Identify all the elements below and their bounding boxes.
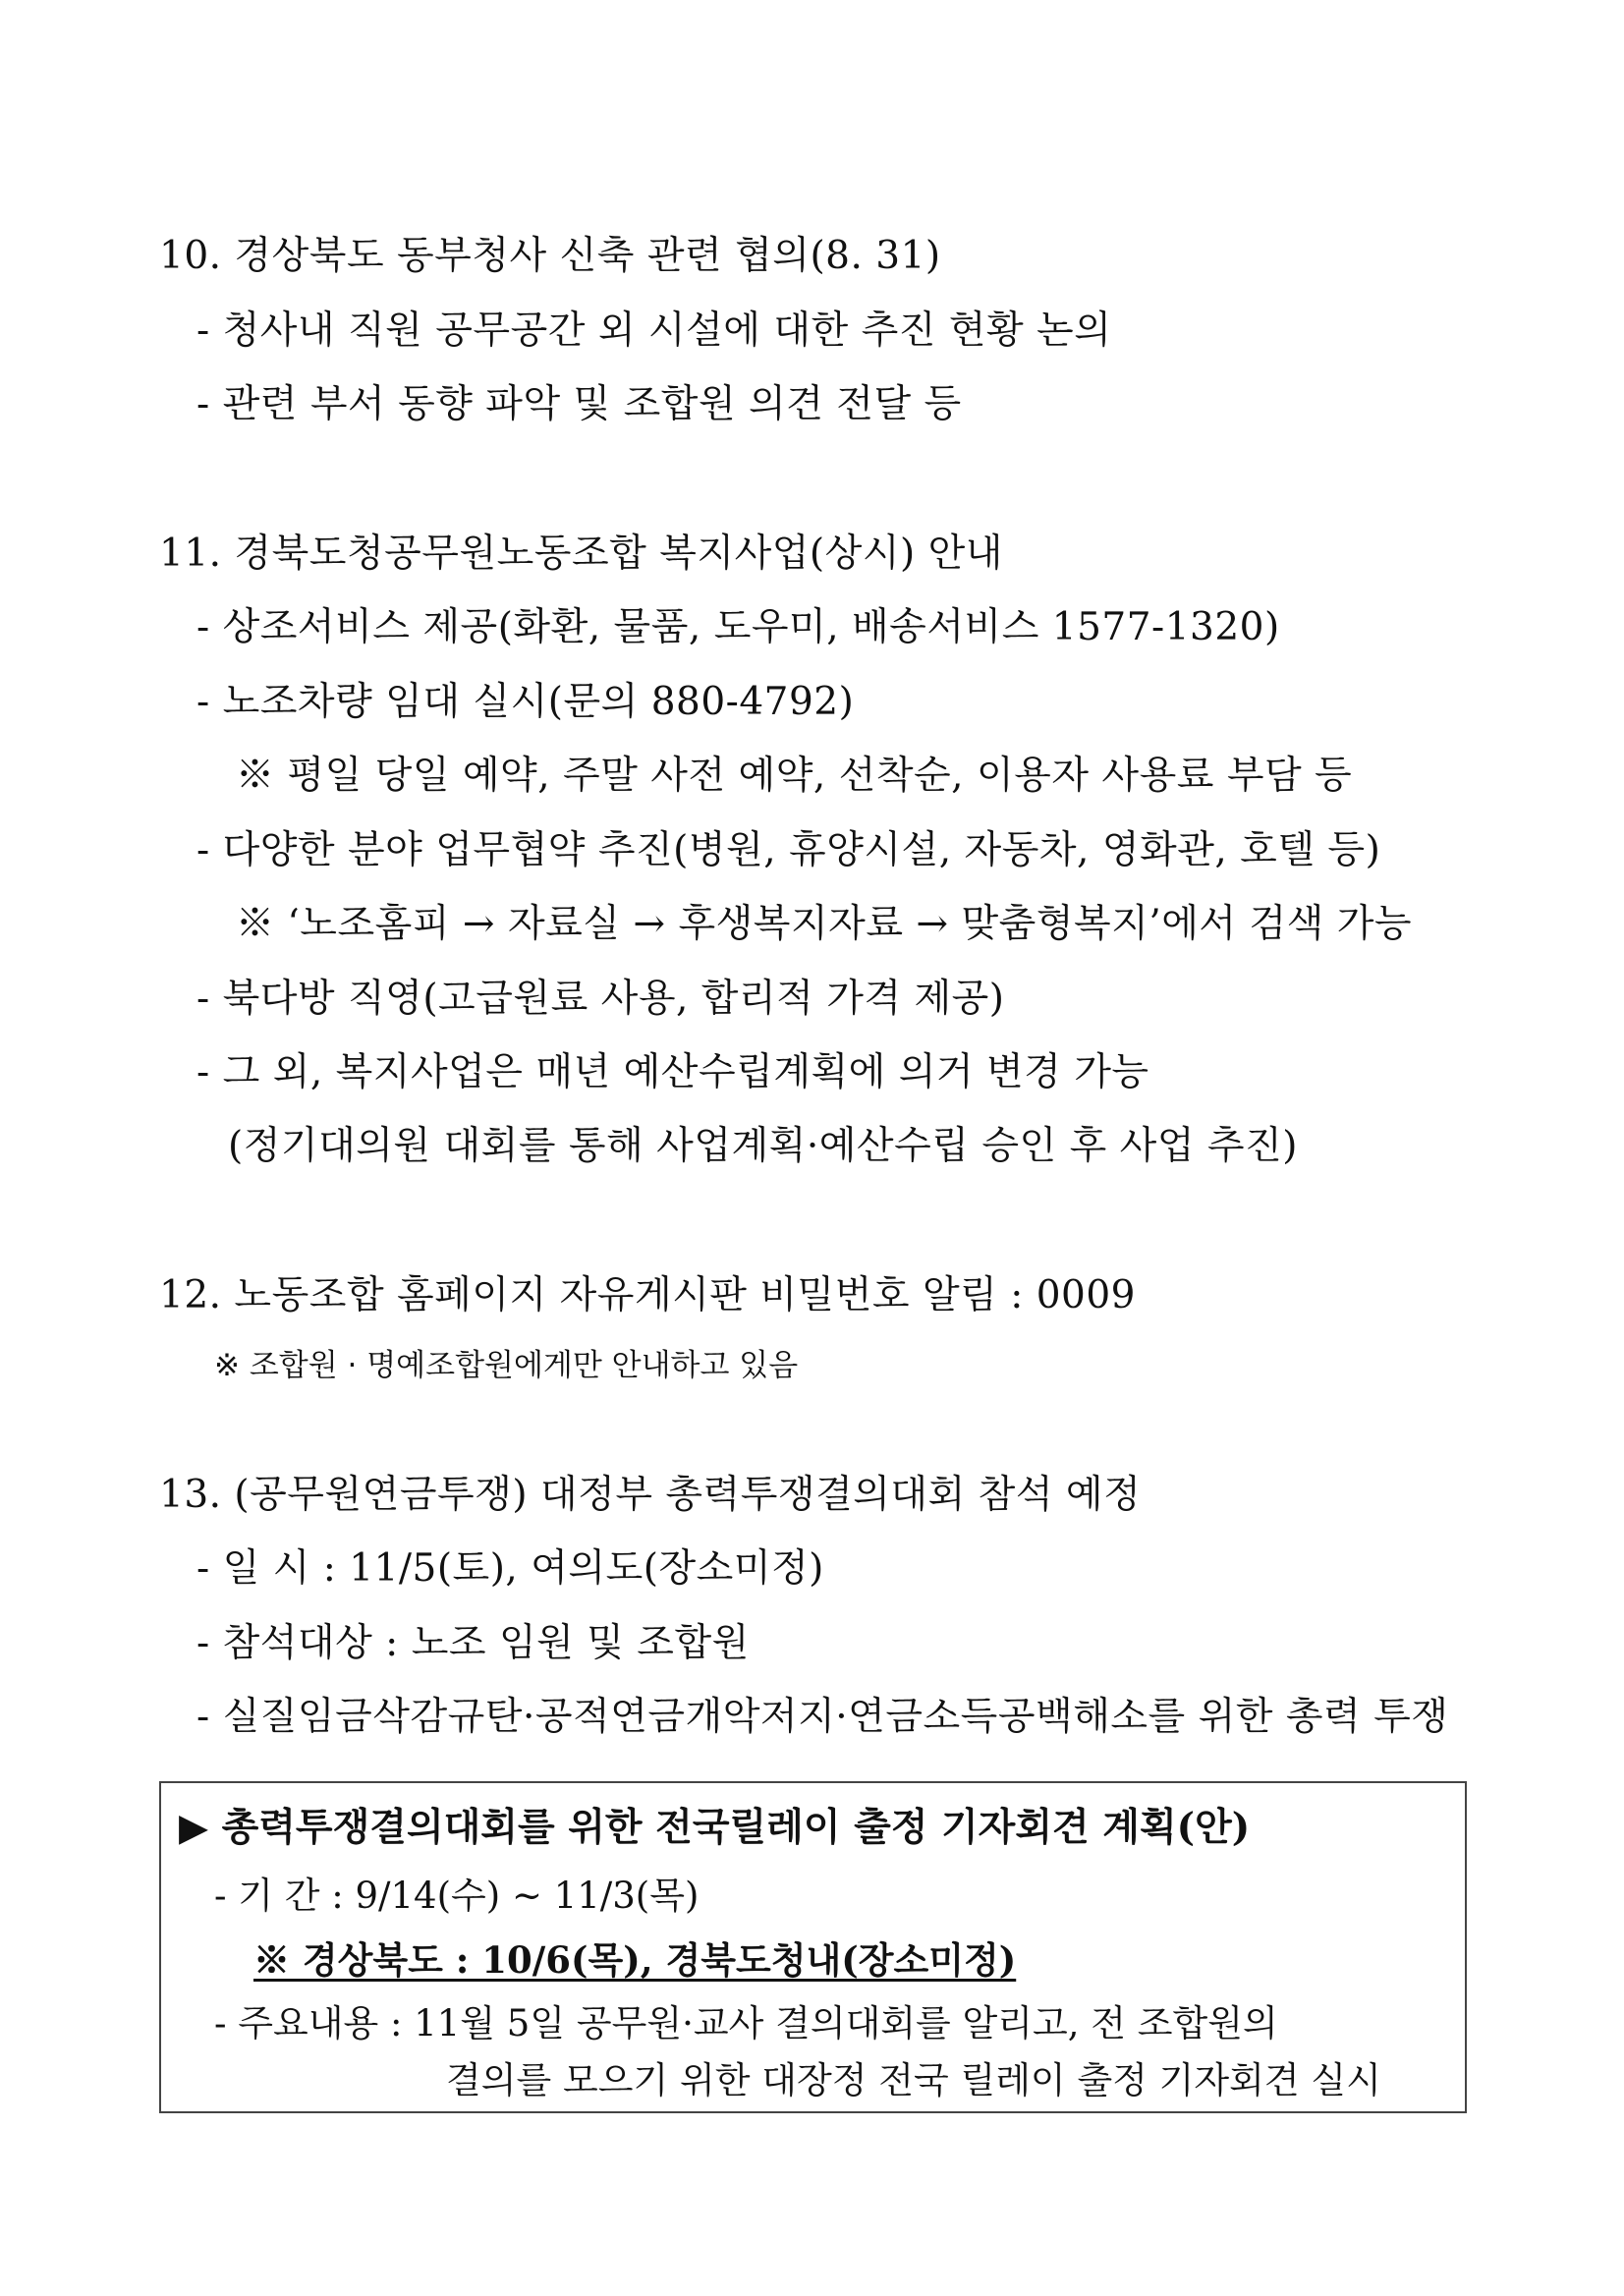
section-12-note: ※ 조합원 · 명예조합원에게만 안내하고 있음 (214, 1348, 799, 1383)
section-11-note-2: ※ ‘노조홈피 → 자료실 → 후생복지자료 → 맞춤형복지’에서 검색 가능 (236, 902, 1413, 946)
plan-box (159, 1781, 1467, 2113)
plan-box-note: ※ 경상북도 : 10/6(목), 경북도청내(장소미정) (253, 1938, 1017, 1982)
section-11-item-5-cont: (정기대의원 대회를 통해 사업계획·예산수립 승인 후 사업 추진) (228, 1124, 1298, 1168)
section-10-item-2: - 관련 부서 동향 파악 및 조합원 의견 전달 등 (196, 382, 962, 426)
section-10-heading: 10. 경상북도 동부청사 신축 관련 협의(8. 31) (159, 234, 941, 278)
section-11-item-1: - 상조서비스 제공(화환, 물품, 도우미, 배송서비스 1577-1320) (196, 605, 1280, 649)
section-11-note-1: ※ 평일 당일 예약, 주말 사전 예약, 선착순, 이용자 사용료 부담 등 (236, 754, 1353, 798)
section-11-item-4: - 북다방 직영(고급원료 사용, 합리적 가격 제공) (196, 977, 1005, 1021)
section-13-item-2: - 참석대상 : 노조 임원 및 조합원 (196, 1621, 750, 1665)
section-13-item-1: - 일 시 : 11/5(토), 여의도(장소미정) (196, 1546, 824, 1591)
section-11-item-2: - 노조차량 임대 실시(문의 880-4792) (196, 680, 855, 724)
section-11-heading: 11. 경북도청공무원노동조합 복지사업(상시) 안내 (159, 532, 1003, 576)
plan-box-content-1: - 주요내용 : 11월 5일 공무원·교사 결의대회를 알리고, 전 조합원의 (214, 2002, 1278, 2044)
plan-box-period: - 기 간 : 9/14(수) ~ 11/3(목) (214, 1875, 700, 1917)
plan-box-content-2: 결의를 모으기 위한 대장정 전국 릴레이 출정 기자회견 실시 (446, 2059, 1381, 2101)
plan-box-title: ▶ 총력투쟁결의대회를 위한 전국릴레이 출정 기자회견 계획(안) (179, 1805, 1251, 1850)
section-10-item-1: - 청사내 직원 공무공간 외 시설에 대한 추진 현황 논의 (196, 308, 1112, 353)
section-11-item-3: - 다양한 분야 업무협약 추진(병원, 휴양시설, 자동차, 영화관, 호텔 등) (196, 828, 1381, 872)
section-11-item-5: - 그 외, 복지사업은 매년 예산수립계획에 의거 변경 가능 (196, 1050, 1149, 1094)
section-13-item-3: - 실질임금삭감규탄·공적연금개악저지·연금소득공백해소를 위한 총력 투쟁 (196, 1695, 1449, 1739)
section-13-heading: 13. (공무원연금투쟁) 대정부 총력투쟁결의대회 참석 예정 (159, 1473, 1142, 1517)
section-12-heading: 12. 노동조합 홈페이지 자유게시판 비밀번호 알림 : 0009 (159, 1273, 1136, 1317)
